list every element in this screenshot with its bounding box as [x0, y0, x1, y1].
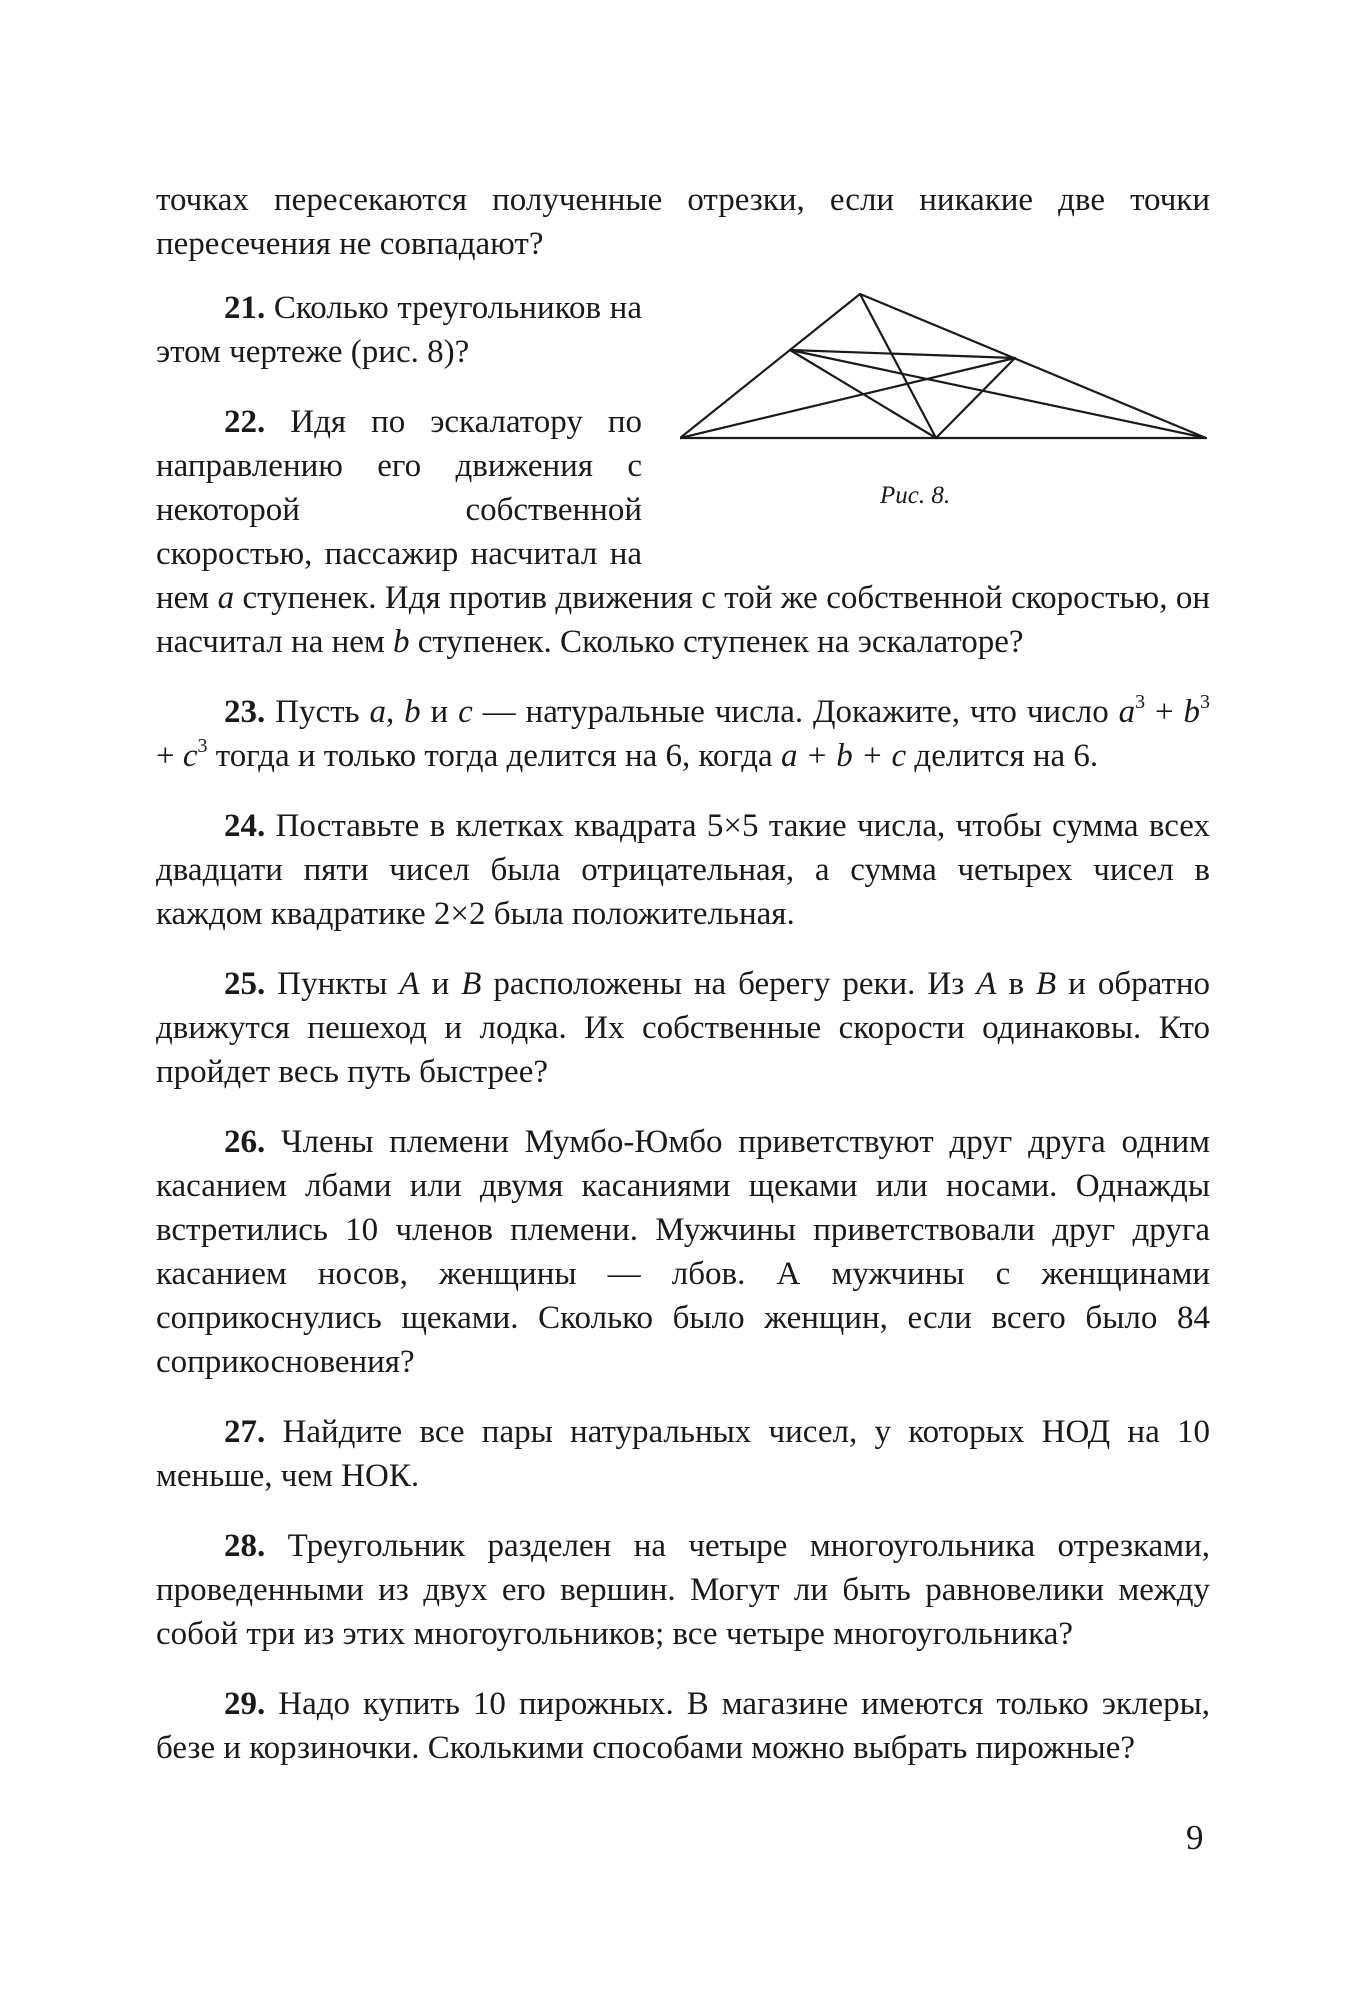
segment-p-b	[790, 350, 1206, 438]
expression: a + b + c	[780, 738, 907, 774]
problem-number: 26.	[224, 1124, 266, 1160]
problem-text: тогда и только тогда делится на 6, когда	[207, 738, 781, 774]
intro-paragraph: точках пересекаются полученные отрезки, если никакие две точки пересечения не совпадают?	[156, 182, 1210, 262]
problem-text: в	[996, 966, 1037, 1002]
variable: c	[458, 694, 473, 730]
problem-number: 21.	[224, 290, 266, 326]
problem-28	[156, 1524, 1210, 1656]
figure-caption: Рис. 8.	[880, 482, 951, 509]
page-number: 9	[1186, 1818, 1204, 1857]
separator: ,	[386, 694, 405, 730]
problem-29	[156, 1682, 1210, 1770]
problem-number: 25.	[224, 966, 266, 1002]
figure-8	[670, 286, 1210, 548]
problem-number: 28.	[224, 1528, 266, 1564]
exponent: 3	[197, 735, 208, 757]
problem-25	[156, 962, 1210, 1094]
problem-26	[156, 1120, 1210, 1384]
segment-p-d	[790, 350, 936, 438]
problem-text: ступенек. Сколько ступенек на эскалаторе?	[409, 624, 1024, 660]
variable: B	[461, 966, 482, 1002]
segment-q-d	[936, 358, 1015, 438]
operator: +	[1145, 694, 1184, 730]
variable: B	[1036, 966, 1057, 1002]
variable: b	[404, 694, 421, 730]
problem-24	[156, 804, 1210, 936]
operator: +	[156, 738, 183, 774]
problem-text: Идя по эскалатору по направлению его движения с некоторой собственной скоростью, пассажир насчитал на нем	[156, 404, 642, 616]
segment-c-d	[860, 294, 936, 438]
variable: a	[217, 580, 235, 616]
problem-number: 29.	[224, 1686, 266, 1722]
exponent: 3	[1135, 691, 1146, 713]
problem-number: 27.	[224, 1414, 266, 1450]
problem-number: 22.	[224, 404, 266, 440]
expression-term: c	[182, 738, 198, 774]
separator: и	[420, 694, 459, 730]
edge-b-c	[860, 294, 1206, 438]
problem-23	[156, 690, 1210, 778]
problem-text: и обратно движутся пешеход и лодка. Их собственные скорости одинаковы. Кто пройдет весь путь быстрее?	[156, 966, 1210, 1090]
problem-27	[156, 1410, 1210, 1498]
variable: a	[369, 694, 386, 730]
problem-text: Найдите все пары натуральных чисел, у которых НОД на 10 меньше, чем НОК.	[156, 1414, 1210, 1494]
problem-text: делится на 6.	[906, 738, 1099, 774]
problem-text: Члены племени Мумбо-Юмбо приветствуют друг друга одним касанием лбами или двумя касаниями щеками или носами. Однажды встретились 10 членов племени. Мужчины приветствовали друг друга касанием носов, женщины — лбов. А мужчины с женщинами соприкоснулись щеками. Сколько было женщин, если всего было 84 соприкосновения?	[156, 1124, 1210, 1380]
problem-text: Надо купить 10 пирожных. В магазине имеются только эклеры, безе и корзиночки. Сколькими способами можно выбрать пирожные?	[156, 1686, 1210, 1766]
variable: A	[976, 966, 997, 1002]
problem-text: Пункты	[265, 966, 400, 1002]
problem-number: 23.	[224, 694, 266, 730]
problem-number: 24.	[224, 808, 266, 844]
problem-text: — натуральные числа. Докажите, что число	[472, 694, 1119, 730]
page-content	[156, 178, 1210, 1796]
problem-text: Поставьте в клетках квадрата 5×5 такие числа, чтобы сумма всех двадцати пяти чисел была отрицательная, а сумма четырех чисел в каждом квадратике 2×2 была положительная.	[156, 808, 1210, 932]
expression-term: a	[1118, 694, 1136, 730]
problem-text: и	[419, 966, 462, 1002]
exponent: 3	[1200, 691, 1210, 713]
variable: A	[399, 966, 420, 1002]
triangle-figure	[680, 292, 1210, 472]
problem-text: Пусть	[265, 694, 370, 730]
problem-text: расположены на берегу реки. Из	[481, 966, 977, 1002]
expression-term: b	[1183, 694, 1200, 730]
variable: b	[393, 624, 410, 660]
problem-text: Сколько треугольников на этом чертеже (рис. 8)?	[156, 290, 642, 370]
problem-text: ступенек. Идя против движения с той же собственной скоростью, он насчитал на нем	[156, 580, 1210, 660]
problem-text: Треугольник разделен на четыре многоугольника отрезками, проведенными из двух его вершин. Могут ли быть равновелики между собой три из этих многоугольников; все четыре многоугольника?	[156, 1528, 1210, 1652]
